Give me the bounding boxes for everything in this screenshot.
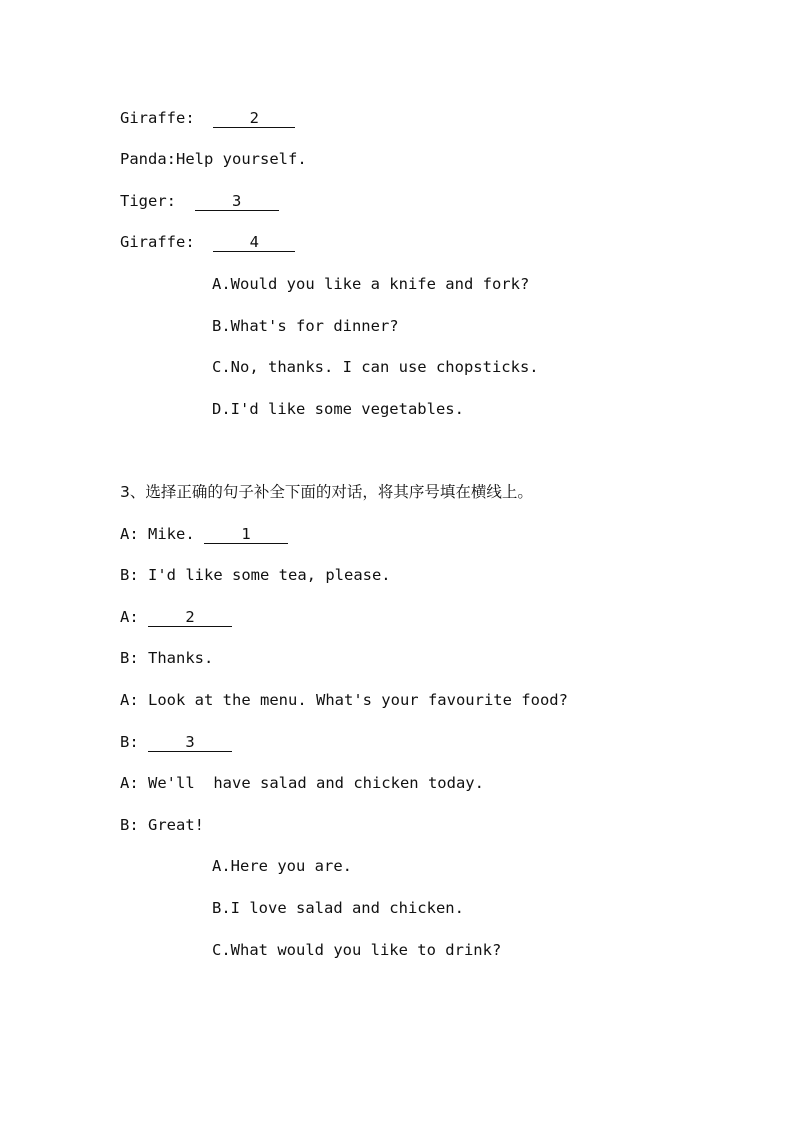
dialogue-line-tiger xyxy=(120,191,279,211)
option-a: A.Would you like a knife and fork? xyxy=(212,275,530,293)
answer-blank[interactable]: 2 xyxy=(148,609,232,627)
speaker-label: B: xyxy=(120,816,139,834)
speaker-label: B: xyxy=(120,649,139,667)
speaker-label: Panda: xyxy=(120,150,176,168)
dialogue-line-a-1 xyxy=(120,524,288,544)
speaker-label: Giraffe: xyxy=(120,109,195,127)
dialogue-text: I'd like some tea, please. xyxy=(148,566,391,584)
speaker-label: B: xyxy=(120,566,139,584)
answer-blank[interactable]: 2 xyxy=(213,110,295,128)
dialogue-line-a-4 xyxy=(120,773,484,793)
answer-blank[interactable]: 3 xyxy=(195,193,279,211)
option-c: C.No, thanks. I can use chopsticks. xyxy=(212,358,539,376)
option-a: A.Here you are. xyxy=(212,857,352,875)
dialogue-line-giraffe-2 xyxy=(120,232,295,252)
speaker-label: A: xyxy=(120,774,139,792)
speaker-label: A: xyxy=(120,608,139,626)
dialogue-text: Look at the menu. What's your favourite food? xyxy=(148,691,568,709)
question-3-instruction: 3、选择正确的句子补全下面的对话，将其序号填在横线上。 xyxy=(120,483,533,501)
dialogue-text: Help yourself. xyxy=(176,150,307,168)
answer-blank[interactable]: 1 xyxy=(204,526,288,544)
dialogue-line-b-4 xyxy=(120,815,204,835)
option-d: D.I'd like some vegetables. xyxy=(212,400,464,418)
dialogue-text: We'll have salad and chicken today. xyxy=(148,774,484,792)
answer-blank[interactable]: 4 xyxy=(213,234,295,252)
speaker-label: Tiger: xyxy=(120,192,176,210)
answer-blank[interactable]: 3 xyxy=(148,734,232,752)
option-b: B.What's for dinner? xyxy=(212,317,399,335)
dialogue-line-panda xyxy=(120,149,307,169)
speaker-label: B: xyxy=(120,733,139,751)
dialogue-text: Mike. xyxy=(148,525,195,543)
dialogue-text: Thanks. xyxy=(148,649,214,667)
speaker-label: A: xyxy=(120,525,139,543)
dialogue-line-giraffe-1 xyxy=(120,108,295,128)
dialogue-line-b-1 xyxy=(120,565,391,585)
dialogue-line-a-2 xyxy=(120,607,232,627)
option-c: C.What would you like to drink? xyxy=(212,941,502,959)
dialogue-line-a-3 xyxy=(120,690,568,710)
dialogue-line-b-3 xyxy=(120,732,232,752)
dialogue-text: Great! xyxy=(148,816,205,834)
dialogue-line-b-2 xyxy=(120,648,213,668)
option-b: B.I love salad and chicken. xyxy=(212,899,464,917)
speaker-label: A: xyxy=(120,691,139,709)
speaker-label: Giraffe: xyxy=(120,233,195,251)
